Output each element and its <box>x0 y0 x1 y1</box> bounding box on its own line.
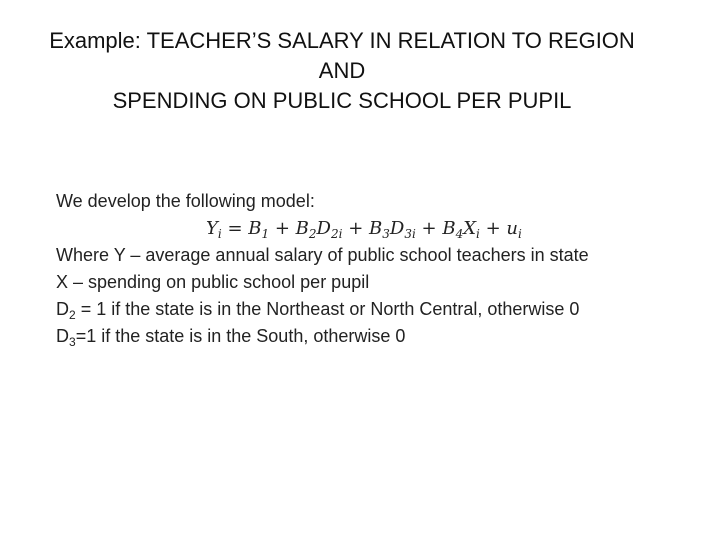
intro-text: We develop the following model: <box>56 191 315 211</box>
slide-body <box>56 188 696 350</box>
title-line-2: AND <box>318 58 366 83</box>
title-line-3: SPENDING ON PUBLIC SCHOOL PER PUPIL <box>112 88 572 113</box>
d3-definition <box>56 323 696 350</box>
d3-text: =1 if the state is in the South, otherwise 0 <box>75 326 406 346</box>
eq-d3: D <box>389 218 405 239</box>
d3-var-sub: 3 <box>69 335 76 349</box>
eq-u: u <box>506 218 518 239</box>
eq-u-sub: i <box>518 227 522 241</box>
d2-definition <box>56 296 696 323</box>
eq-b4-sub: 4 <box>455 227 464 241</box>
x-definition: X – spending on public school per pupil <box>56 272 370 292</box>
eq-b2-sub: 2 <box>308 227 317 241</box>
eq-d2-sub: 2i <box>330 227 343 241</box>
d2-text: = 1 if the state is in the Northeast or North Central, otherwise 0 <box>75 299 580 319</box>
eq-b3-sub: 3 <box>382 227 390 241</box>
slide-title <box>0 26 684 116</box>
model-equation <box>56 215 696 242</box>
eq-y: Y <box>206 218 218 239</box>
eq-d2: D <box>316 218 331 239</box>
d2-var-sub: 2 <box>69 308 76 322</box>
y-definition: Where Y – average annual salary of public school teachers in state <box>56 245 589 265</box>
eq-x-sub: i <box>476 227 480 241</box>
eq-b1: B <box>248 218 262 239</box>
eq-b2: B <box>295 218 309 239</box>
eq-plus-1: + <box>269 218 296 239</box>
eq-y-sub: i <box>217 227 222 241</box>
eq-b3: B <box>369 218 383 239</box>
d2-var: D <box>56 299 69 319</box>
eq-d3-sub: 3i <box>404 227 416 241</box>
eq-plus-3: + <box>415 218 443 239</box>
eq-b1-sub: 1 <box>261 227 270 241</box>
eq-plus-2: + <box>342 218 369 239</box>
title-line-1: Example: TEACHER’S SALARY IN RELATION TO REGION <box>49 28 635 53</box>
eq-equals: = <box>221 218 249 239</box>
eq-x: X <box>463 218 477 239</box>
eq-plus-4: + <box>479 218 507 239</box>
eq-b4: B <box>442 218 456 239</box>
d3-var: D <box>56 326 69 346</box>
